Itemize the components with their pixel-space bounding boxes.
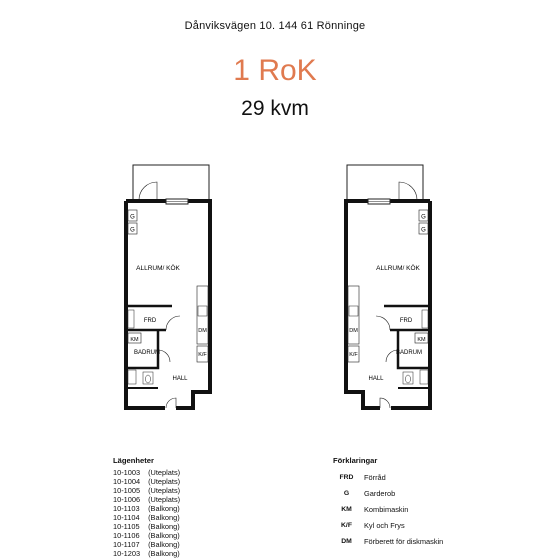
- list-item: 10-1006 (Uteplats): [113, 495, 181, 504]
- list-item: 10-1106 (Balkong): [113, 531, 180, 540]
- list-item: 10-1104 (Balkong): [113, 513, 180, 522]
- wardrobe-label-1: G: [421, 214, 426, 221]
- outer-walls: [126, 201, 210, 408]
- legend-item: FRD Förråd: [339, 472, 386, 482]
- legend-item: DM Förberett för diskmaskin: [341, 536, 444, 546]
- floor-plan-right: [338, 160, 438, 410]
- dishwasher-label: DM: [198, 328, 207, 334]
- kitchen-counter: [197, 286, 208, 344]
- legend-item: KM Kombimaskin: [341, 504, 409, 514]
- floor-plan-left: [118, 160, 218, 410]
- wardrobe-label-2: G: [130, 227, 135, 234]
- list-item: 10-1005 (Uteplats): [113, 486, 181, 495]
- living-room-label: ALLRUM/ KÖK: [136, 265, 180, 272]
- apartment-type-title: 1 RoK: [233, 54, 317, 87]
- list-item: 10-1003 (Uteplats): [113, 468, 181, 477]
- list-item: 10-1107 (Balkong): [113, 540, 180, 549]
- apartment-list: [113, 456, 180, 558]
- storage-label: FRD: [143, 318, 157, 324]
- combi-machine-label: KM: [130, 337, 139, 343]
- address: Dånviksvägen 10. 144 61 Rönninge: [184, 20, 366, 32]
- fridge-label: K/F: [349, 352, 358, 358]
- bathroom-label: BADRUM: [395, 350, 423, 356]
- list-item: 10-1103 (Balkong): [113, 504, 180, 513]
- hall-label: HALL: [172, 376, 188, 382]
- list-item: 10-1203 (Balkong): [113, 549, 180, 558]
- dishwasher-label: DM: [349, 328, 358, 334]
- legend: [333, 456, 443, 549]
- hall-label: HALL: [368, 376, 384, 382]
- floor-plan-right-drawing: [338, 160, 438, 410]
- legend-heading: Förklaringar: [333, 456, 378, 465]
- bathroom-label: BADRUM: [133, 350, 161, 356]
- living-room-label: ALLRUM/ KÖK: [376, 265, 420, 272]
- legend-item: G Garderob: [343, 488, 396, 498]
- balcony: [133, 165, 209, 201]
- balcony-door-swing: [139, 182, 157, 200]
- wardrobe-label-2: G: [421, 227, 426, 234]
- combi-machine-label: KM: [417, 337, 426, 343]
- apartment-list-heading: Lägenheter: [113, 456, 154, 465]
- apartment-area: 29 kvm: [241, 97, 309, 120]
- list-item: 10-1004 (Uteplats): [113, 477, 181, 486]
- list-item: 10-1105 (Balkong): [113, 522, 180, 531]
- legend-item: K/F Kyl och Frys: [341, 520, 405, 530]
- wardrobe-label-1: G: [130, 214, 135, 221]
- fridge-label: K/F: [198, 352, 207, 358]
- storage-label: FRD: [399, 318, 413, 324]
- floor-plan-left-drawing: [118, 160, 218, 410]
